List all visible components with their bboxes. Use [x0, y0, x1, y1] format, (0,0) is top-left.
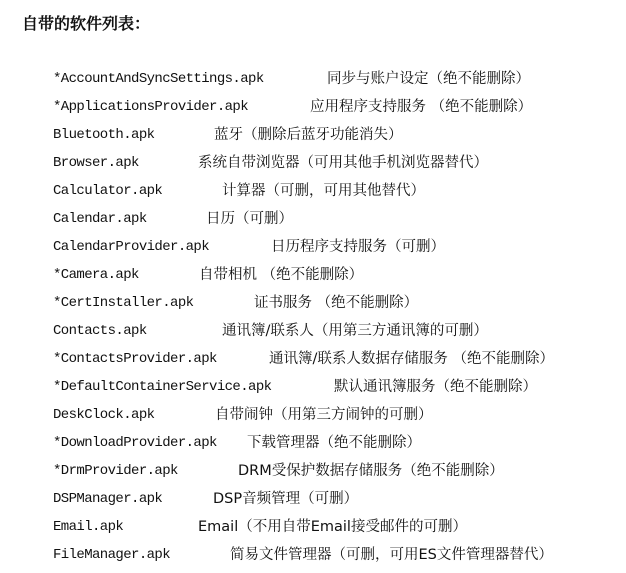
- apk-description: 通讯簿/联系人（用第三方通讯簿的可删）: [222, 323, 488, 339]
- apk-description: DSP音频管理（可删）: [213, 491, 359, 507]
- apk-filename: *DrmProvider.apk: [53, 463, 178, 479]
- apk-filename: Bluetooth.apk: [53, 127, 155, 143]
- list-item: [0, 321, 626, 349]
- list-item: [0, 237, 626, 265]
- list-item: [0, 125, 626, 153]
- apk-description: 通讯簿/联系人数据存储服务 （绝不能删除）: [269, 351, 554, 367]
- list-item: [0, 461, 626, 489]
- apk-filename: *ContactsProvider.apk: [53, 351, 217, 367]
- apk-description: DRM受保护数据存储服务（绝不能删除）: [238, 463, 504, 479]
- apk-filename: Email.apk: [53, 519, 124, 535]
- apk-filename: Calculator.apk: [53, 183, 163, 199]
- apk-filename: CalendarProvider.apk: [53, 239, 210, 255]
- apk-filename: Calendar.apk: [53, 211, 147, 227]
- page-title: 自带的软件列表：: [22, 14, 151, 33]
- list-item: [0, 349, 626, 377]
- apk-description: 日历（可删）: [206, 211, 293, 227]
- list-item: [0, 97, 626, 125]
- apk-description: Email（不用自带Email接受邮件的可删）: [198, 519, 467, 535]
- list-item: [0, 545, 626, 573]
- list-item: [0, 489, 626, 517]
- apk-description: 同步与账户设定（绝不能删除）: [327, 71, 530, 87]
- apk-filename: DeskClock.apk: [53, 407, 155, 423]
- apk-filename: *CertInstaller.apk: [53, 295, 194, 311]
- apk-filename: DSPManager.apk: [53, 491, 163, 507]
- list-item: [0, 405, 626, 433]
- list-item: [0, 517, 626, 545]
- apk-description: 自带相机 （绝不能删除）: [199, 267, 364, 283]
- apk-filename: *ApplicationsProvider.apk: [53, 99, 249, 115]
- apk-description: 系统自带浏览器（可用其他手机浏览器替代）: [198, 155, 488, 171]
- apk-filename: *DefaultContainerService.apk: [53, 379, 272, 395]
- list-item: [0, 181, 626, 209]
- apk-description: 简易文件管理器（可删，可用ES文件管理器替代）: [230, 547, 553, 563]
- apk-filename: *Camera.apk: [53, 267, 139, 283]
- apk-description: 蓝牙（删除后蓝牙功能消失）: [214, 127, 403, 143]
- list-item: [0, 377, 626, 405]
- list-item: [0, 433, 626, 461]
- apk-description: 应用程序支持服务 （绝不能删除）: [310, 99, 533, 115]
- apk-description: 默认通讯簿服务（绝不能删除）: [334, 379, 537, 395]
- list-item: [0, 69, 626, 97]
- apk-filename: FileManager.apk: [53, 547, 171, 563]
- apk-description: 下载管理器（绝不能删除）: [247, 435, 421, 451]
- apk-description: 证书服务 （绝不能删除）: [254, 295, 419, 311]
- apk-filename: *AccountAndSyncSettings.apk: [53, 71, 264, 87]
- apk-filename: Browser.apk: [53, 155, 139, 171]
- apk-filename: *DownloadProvider.apk: [53, 435, 217, 451]
- list-item: [0, 293, 626, 321]
- apk-description: 计算器（可删，可用其他替代）: [222, 183, 425, 199]
- list-item: [0, 209, 626, 237]
- apk-description: 自带闹钟（用第三方闹钟的可删）: [215, 407, 433, 423]
- list-item: [0, 153, 626, 181]
- list-item: [0, 265, 626, 293]
- apk-description: 日历程序支持服务（可删）: [271, 239, 445, 255]
- apk-filename: Contacts.apk: [53, 323, 147, 339]
